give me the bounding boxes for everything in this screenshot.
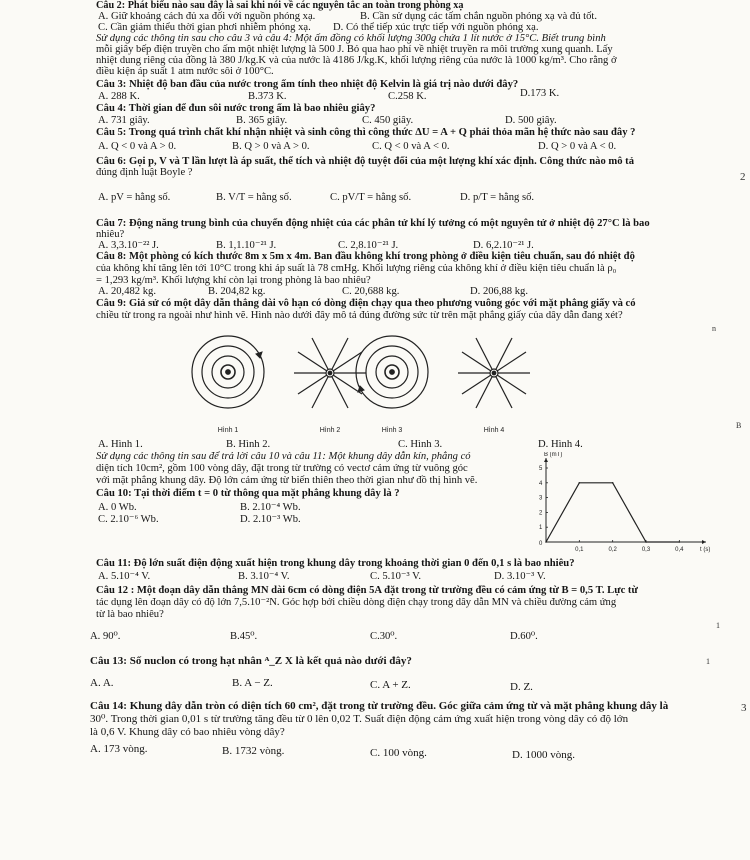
q12-stem-line2: tác dụng lên đoạn dây có độ lớn 7,5.10⁻²N. Góc hợp bởi chiều dòng điện chạy trong dây dẫn MN và chiều đường cảm ứng (96, 597, 617, 608)
q4-option-a: A. 731 giây. (98, 115, 150, 126)
q14-option-a: A. 173 vòng. (90, 743, 148, 755)
q8-option-a: A. 20,482 kg. (98, 286, 156, 297)
q7-option-c: C. 2,8.10⁻²¹ J. (338, 240, 399, 251)
margin-mark: B (736, 421, 742, 430)
q5-option-b: B. Q > 0 và A > 0. (232, 141, 310, 152)
x-tick-label: 0,4 (675, 547, 684, 553)
q6-stem-line1: Câu 6: Gọi p, V và T lần lượt là áp suất, thể tích và nhiệt độ tuyệt đối của một lượng khí xác định. Công thức nào mô tả (96, 156, 635, 167)
q13-option-d: D. Z. (510, 681, 533, 693)
q11-option-b: B. 3.10⁻⁴ V. (238, 571, 290, 582)
margin-mark: 1 (706, 657, 710, 666)
q12-option-d: D.60⁰. (510, 631, 538, 642)
q9-option-b: B. Hình 2. (226, 439, 271, 450)
figure-3-concentric-circles (356, 336, 428, 408)
q2-option-d: D. Có thể tiếp xúc trực tiếp với nguồn phóng xạ. (333, 22, 539, 33)
q12-option-b: B.45⁰. (230, 631, 258, 642)
q13-option-c: C. A + Z. (370, 679, 411, 691)
x-tick-label: 0 (539, 541, 543, 547)
b-vs-t-chart (536, 452, 716, 556)
q8-stem-line3: = 1,293 kg/m³. Khối lượng khí còn lại trong phòng là bao nhiêu? (96, 275, 371, 286)
intro-q10-q11-line3: với mặt phẳng khung dây. Độ lớn cảm ứng từ biến thiên theo thời gian như đồ thị hình vẽ. (96, 475, 478, 486)
q6-option-d: D. p/T = hằng số. (460, 192, 535, 203)
q10-stem: Câu 10: Tại thời điểm t = 0 từ thông qua mặt phẳng khung dây là ? (96, 488, 400, 499)
q7-option-b: B. 1,1.10⁻²¹ J. (216, 240, 277, 251)
b-data-point (679, 541, 681, 543)
q12-option-c: C.30⁰. (370, 631, 398, 642)
q14-option-c: C. 100 vòng. (370, 747, 427, 759)
q7-option-d: D. 6,2.10⁻²¹ J. (473, 240, 534, 251)
x-axis-arrow (702, 540, 706, 544)
q2-option-b: B. Cần sử dụng các tấm chắn nguồn phóng xạ và đủ tốt. (360, 11, 597, 22)
q14-option-b: B. 1732 vòng. (222, 745, 285, 757)
q7-stem-line1: Câu 7: Động năng trung bình của chuyển động nhiệt của các phân tử khí lý tưởng có một nguyên tử ở nhiệt độ 27°C là bao (96, 218, 650, 229)
q3-option-d: D.173 K. (520, 88, 560, 99)
q4-option-b: B. 365 giây. (236, 115, 288, 126)
q6-option-b: B. V/T = hằng số. (216, 192, 292, 203)
figure-3-label: Hình 3 (381, 427, 403, 434)
q11-option-d: D. 3.10⁻³ V. (494, 571, 546, 582)
figure-1-concentric-circles (192, 336, 264, 408)
intro-q3-q4-line4: điều kiện áp suất 1 atm nước sôi ở 100°C. (96, 66, 274, 77)
q6-option-a: A. pV = hằng số. (98, 192, 171, 203)
q10-option-c: C. 2.10⁻⁶ Wb. (98, 514, 159, 525)
q13-stem: Câu 13: Số nuclon có trong hạt nhân ᴬ_Z X là kết quả nào dưới đây? (90, 655, 412, 667)
q11-option-c: C. 5.10⁻³ V. (370, 571, 422, 582)
x-tick-label: 0,2 (608, 547, 617, 553)
q8-option-d: D. 206,88 kg. (470, 286, 528, 297)
q14-stem-line2: 30⁰. Trong thời gian 0,01 s từ trường tăng đều từ 0 lên 0,02 T. Suất điện động cảm ứng xuất hiện trong vòng dây có độ lớn (90, 713, 629, 725)
q3-option-c: C.258 K. (388, 91, 427, 102)
margin-mark: 3 (741, 702, 747, 714)
b-series-line (546, 483, 679, 542)
intro-q10-q11-line2: diện tích 10cm², gồm 100 vòng dây, đặt trong từ trường có vectơ cảm ứng từ vuông góc (96, 463, 468, 474)
q3-stem: Câu 3: Nhiệt độ ban đầu của nước trong ấm tính theo nhiệt độ Kelvin là giá trị nào dưới đây? (96, 79, 519, 90)
q14-option-d: D. 1000 vòng. (512, 749, 575, 761)
y-tick-label: 1 (539, 525, 543, 532)
q11-option-a: A. 5.10⁻⁴ V. (98, 571, 151, 582)
margin-mark: 2 (740, 171, 746, 183)
b-data-point (645, 541, 647, 543)
figure-2-label: Hình 2 (319, 427, 341, 434)
y-tick-label: 4 (539, 480, 543, 487)
q9-option-c: C. Hình 3. (398, 439, 443, 450)
intro-q3-q4-line2: mỗi giây bếp điện truyền cho ấm một nhiệt lượng là 500 J. Bỏ qua hao phí về nhiệt truyền ra môi trường xung quanh. Lấy (96, 44, 613, 55)
b-data-point (579, 482, 581, 484)
y-tick-label: 5 (539, 466, 543, 472)
q2-option-c: C. Cần giảm thiểu thời gian phơi nhiễm phóng xạ. (98, 22, 311, 33)
figure-4-radial-lines (458, 338, 530, 408)
q5-option-d: D. Q > 0 và A < 0. (538, 141, 617, 152)
q3-option-b: B.373 K. (248, 91, 287, 102)
q2-stem: Câu 2: Phát biểu nào sau đây là sai khi nói về các nguyên tắc an toàn trong phòng xạ (96, 0, 464, 11)
q9-option-d: D. Hình 4. (538, 439, 583, 450)
q6-option-c: C. pV/T = hằng số. (330, 192, 412, 203)
intro-q3-q4-line1: Sử dụng các thông tin sau cho câu 3 và câu 4: Một ấm đồng có khối lượng 300g chứa 1 lít nước ở 15°C. Biết trung bình (96, 33, 606, 44)
b-data-point (612, 482, 614, 484)
q6-stem-line2: đúng định luật Boyle ? (96, 167, 193, 178)
q12-stem-line1: Câu 12 : Một đoạn dây dẫn thẳng MN dài 6cm có dòng điện 5A đặt trong từ trường đều có cảm ứng từ B = 0,5 T. Lực từ (96, 585, 638, 596)
q10-option-d: D. 2.10⁻³ Wb. (240, 514, 301, 525)
q8-stem-line2: của không khí tăng lên tới 10°C trong khi áp suất là 78 cmHg. Khối lượng riêng của không khí ở điều kiện tiêu chuẩn là ρ₀ (96, 263, 617, 274)
y-tick-label: 2 (539, 510, 543, 517)
y-tick-label: 3 (539, 495, 543, 502)
q10-option-a: A. 0 Wb. (98, 502, 137, 513)
q8-option-b: B. 204,82 kg. (208, 286, 266, 297)
q14-stem-line1: Câu 14: Khung dây dẫn tròn có diện tích 60 cm², đặt trong từ trường đều. Góc giữa cảm ứng từ và mặt phẳng khung dây là (90, 700, 669, 712)
q10-option-b: B. 2.10⁻⁴ Wb. (240, 502, 301, 513)
q8-option-c: C. 20,688 kg. (342, 286, 400, 297)
q4-stem: Câu 4: Thời gian để đun sôi nước trong ấm là bao nhiêu giây? (96, 103, 376, 114)
figure-2-radial-lines (294, 338, 366, 408)
q4-option-c: C. 450 giây. (362, 115, 414, 126)
q11-stem: Câu 11: Độ lớn suất điện động xuất hiện trong khung dây trong khoảng thời gian 0 đến 0,1 s là bao nhiêu? (96, 558, 575, 569)
q13-option-a: A. A. (90, 677, 114, 689)
margin-mark: 1 (716, 621, 720, 630)
y-axis-label: B (mT) (544, 452, 563, 458)
b-data-point (545, 541, 547, 543)
intro-q3-q4-line3: nhiệt dung riêng của đồng là 380 J/kg.K và của nước là 4186 J/kg.K, khối lượng riêng của nước là 1000 kg/m³. Cho rằng ở (96, 55, 617, 66)
q2-option-a: A. Giữ khoảng cách đủ xa đối với nguồn phóng xạ. (98, 11, 316, 22)
q4-option-d: D. 500 giây. (505, 115, 557, 126)
figure-1-label: Hình 1 (217, 427, 239, 434)
q5-option-c: C. Q < 0 và A < 0. (372, 141, 450, 152)
q3-option-a: A. 288 K. (98, 91, 140, 102)
margin-mark: n (712, 324, 716, 333)
x-tick-label: 0,3 (641, 547, 651, 553)
q9-stem-line1: Câu 9: Giả sử có một dây dẫn thẳng dài vô hạn có dòng điện chạy qua theo phương vuông góc với mặt phẳng giấy và có (96, 298, 636, 309)
q7-stem-line2: nhiêu? (96, 229, 125, 240)
q14-stem-line3: là 0,6 V. Khung dây có bao nhiêu vòng dây? (90, 726, 285, 738)
q12-option-a: A. 90⁰. (90, 631, 121, 642)
q8-stem-line1: Câu 8: Một phòng có kích thước 8m x 5m x 4m. Ban đầu không khí trong phòng ở điều kiện tiêu chuẩn, sau đó nhiệt độ (96, 251, 635, 262)
x-tick-label: 0,1 (575, 547, 584, 553)
intro-q10-q11-line1: Sử dụng các thông tin sau để trả lời câu 10 và câu 11: Một khung dây dẫn kín, phẳng có (96, 451, 471, 462)
y-axis-arrow (544, 458, 548, 462)
q13-option-b: B. A − Z. (232, 677, 273, 689)
magnetic-field-figures (190, 324, 530, 436)
q9-option-a: A. Hình 1. (98, 439, 143, 450)
q7-option-a: A. 3,3.10⁻²² J. (98, 240, 159, 251)
x-axis-label: t (s) (700, 547, 711, 553)
q5-option-a: A. Q < 0 và A > 0. (98, 141, 177, 152)
q12-stem-line3: từ là bao nhiêu? (96, 609, 164, 620)
q5-stem: Câu 5: Trong quá trình chất khí nhận nhiệt và sinh công thì công thức ΔU = A + Q phải thỏa mãn hệ thức nào sau đây ? (96, 127, 636, 138)
q9-stem-line2: chiều từ trong ra ngoài như hình vẽ. Hình nào dưới đây mô tả đúng đường sức từ trên mặt phẳng giấy của dây dẫn đang xét? (96, 310, 623, 321)
figure-4-label: Hình 4 (483, 427, 505, 434)
